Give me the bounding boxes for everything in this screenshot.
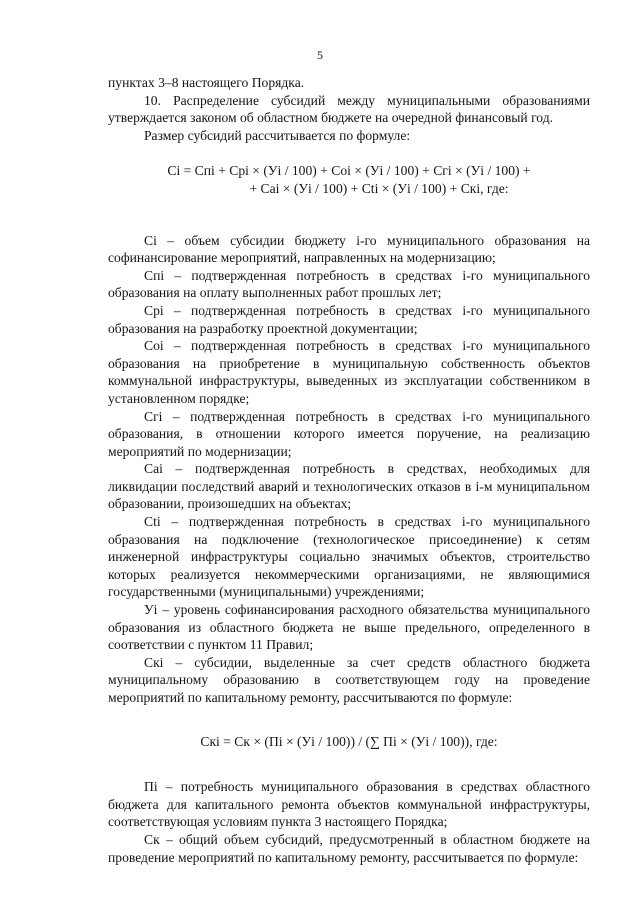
subsidy-formula <box>108 162 590 197</box>
paragraph-item-10: 10. Распределение субсидий между муниципальными образованиями утверждается законом об областном бюджете на очередной финансовый год. <box>108 92 590 126</box>
definition-pi: Пi – потребность муниципального образования в средствах областного бюджета для капитального ремонта объектов коммунальной инфраструктуры, соответствующая условиям пункта 3 настоящего Порядка; <box>108 779 590 830</box>
definition-cpi: Cпi – подтвержденная потребность в средствах i-го муниципального образования на оплату выполненных работ прошлых лет; <box>108 267 590 301</box>
document-body <box>108 74 590 866</box>
paragraph-continuation: пунктах 3–8 настоящего Порядка. <box>108 75 305 90</box>
definition-coi: Coi – подтвержденная потребность в средствах i-го муниципального образования на приобретение в муниципальную собственность объектов коммунальной инфраструктуры, выведенных из эксплуатации собственником в установленном порядке; <box>108 338 590 406</box>
page-number: 5 <box>317 48 323 62</box>
definition-ui: Уi – уровень софинансирования расходного обязательства муниципального образования из областного бюджета не выше предельного, определенного в соответствии с пунктом 11 Правил; <box>108 602 590 653</box>
definition-cai: Cai – подтвержденная потребность в средствах, необходимых для ликвидации последствий аварий и технологических отказов в i-м муниципальном образовании, произошедших на объектах; <box>108 461 590 512</box>
definition-cri: Cрi – подтвержденная потребность в средствах i-го муниципального образования на разработку проектной документации; <box>108 302 590 336</box>
definition-cgi: Cгi – подтвержденная потребность в средствах i-го муниципального образования, в отношении которого имеется поручение, на реализацию мероприятий по модернизации; <box>108 408 590 459</box>
paragraph-formula-intro: Размер субсидий рассчитывается по формуле: <box>144 127 411 143</box>
formula-line-2: + Cai × (Уi / 100) + Cti × (Уi / 100) + Cкi, где: <box>249 180 509 196</box>
formula-line-1: Ci = Cпi + Cрi × (Уi / 100) + Coi × (Уi / 100) + Cгi × (Уi / 100) + <box>167 163 531 179</box>
capital-repair-formula: Cкi = Cк × (Пi × (Уi / 100)) / (∑ Пi × (Уi / 100)), где: <box>200 733 498 749</box>
definition-cki: Cкi – субсидии, выделенные за счет средств областного бюджета муниципальному образованию в соответствующем году на проведение мероприятий по капитальному ремонту, рассчитываются по формуле: <box>108 654 590 705</box>
definition-ck: Cк – общий объем субсидий, предусмотренный в областном бюджете на проведение мероприятий по капитальному ремонту, рассчитывается по формуле: <box>108 831 590 865</box>
definition-ci: Ci – объем субсидии бюджету i-го муниципального образования на софинансирование мероприятий, направленных на модернизацию; <box>108 232 590 266</box>
definition-cti: Cti – подтвержденная потребность в средствах i-го муниципального образования на подключение (технологическое присоединение) к сетям инженерной инфраструктуры социально значимых объектов, строительство которых реализуется некоммерческими организациями, не являющимися государственными (муниципальными) учреждениями; <box>108 514 590 600</box>
